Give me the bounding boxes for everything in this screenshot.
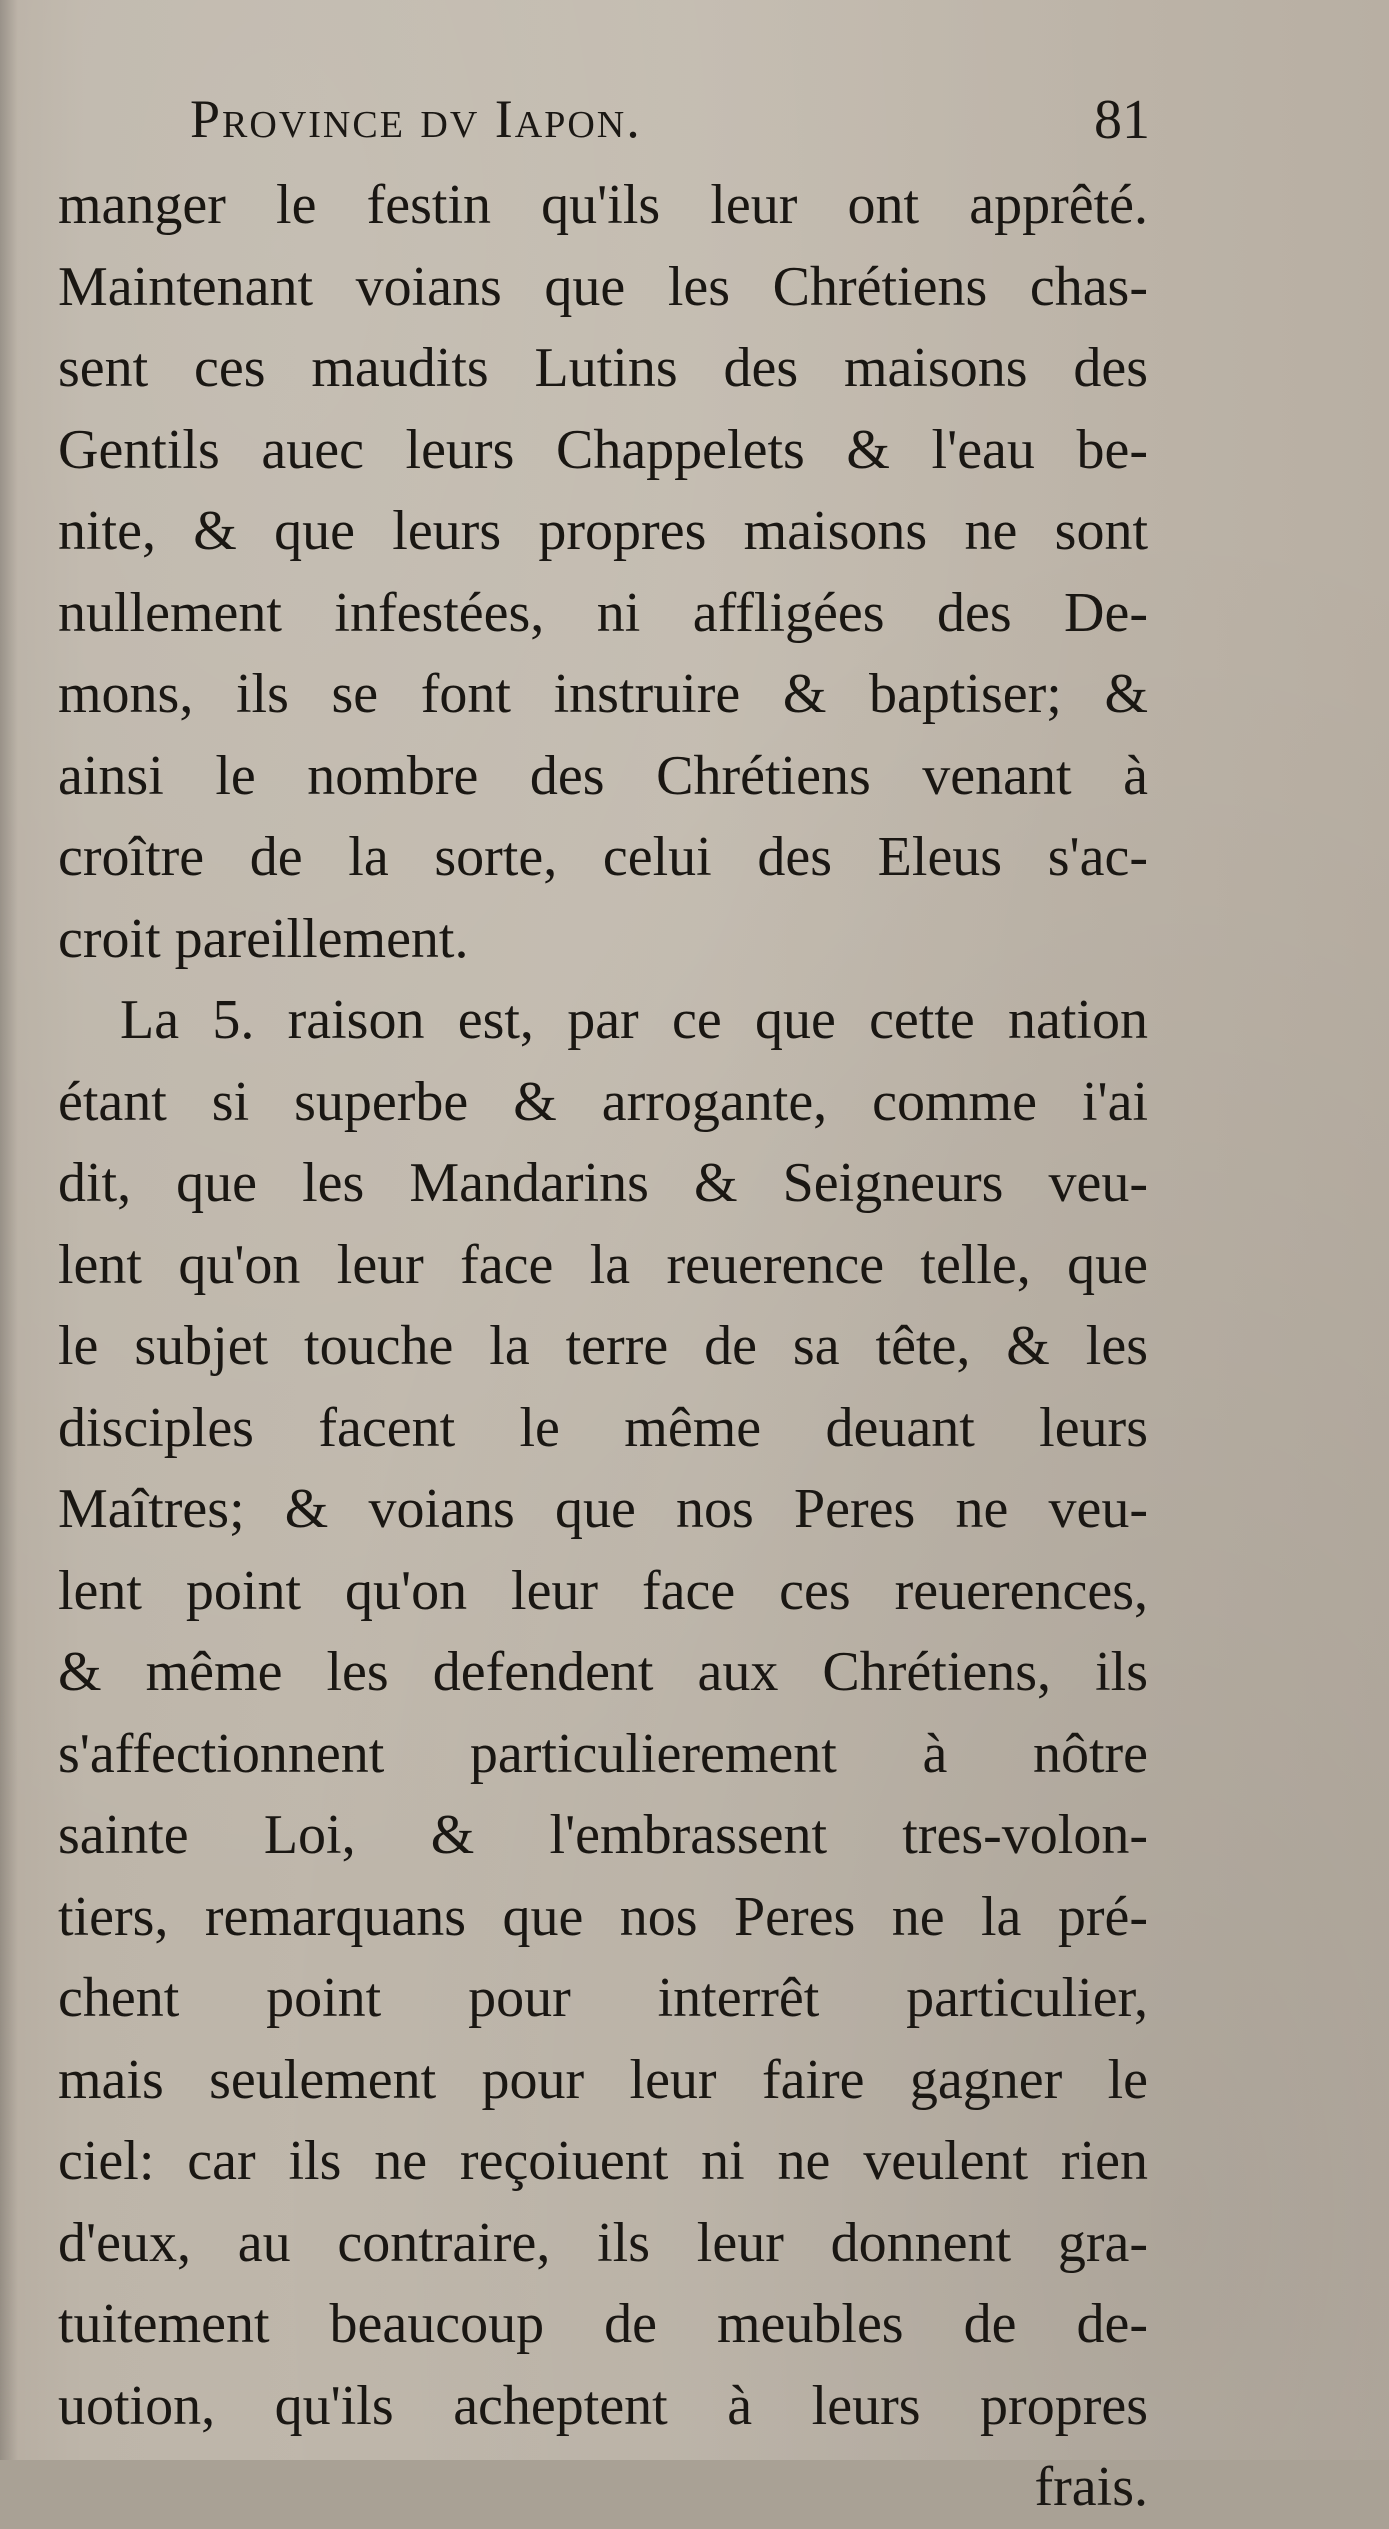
text-line: tiers, remarquans que nos Peres ne la pré- bbox=[58, 1885, 1148, 1948]
text-line: & même les defendent aux Chrétiens, ils bbox=[58, 1641, 1148, 1703]
text-line: étant si superbe & arrogante, comme i'ai bbox=[58, 1070, 1148, 1133]
text-line: chent point pour interrêt particulier, bbox=[58, 1967, 1148, 2029]
text-line: dit, que les Mandarins & Seigneurs veu- bbox=[58, 1152, 1148, 1214]
text-line: d'eux, au contraire, ils leur donnent gra- bbox=[58, 2211, 1148, 2274]
text-line: Gentils auec leurs Chappelets & l'eau be- bbox=[58, 418, 1148, 481]
text-line: croit pareillement. bbox=[58, 907, 469, 970]
text-line: ainsi le nombre des Chrétiens venant à bbox=[58, 744, 1148, 807]
text-line: Maintenant voians que les Chrétiens chas- bbox=[58, 255, 1148, 318]
text-line: mais seulement pour leur faire gagner le bbox=[58, 2048, 1148, 2111]
text-line: le subjet touche la terre de sa tête, & les bbox=[58, 1315, 1148, 1377]
text-line: disciples facent le même deuant leurs bbox=[58, 1396, 1148, 1459]
text-line: tuitement beaucoup de meubles de de- bbox=[58, 2293, 1148, 2355]
page-number: 81 bbox=[1094, 89, 1150, 151]
text-line: mons, ils se font instruire & baptiser; & bbox=[58, 663, 1148, 725]
text-line: s'affectionnent particulierement à nôtre bbox=[58, 1722, 1148, 1785]
text-line: Maîtres; & voians que nos Peres ne veu- bbox=[58, 1478, 1148, 1540]
text-line: sent ces maudits Lutins des maisons des bbox=[58, 337, 1148, 399]
text-line: sainte Loi, & l'embrassent tres-volon- bbox=[58, 1804, 1148, 1866]
text-line: uotion, qu'ils acheptent à leurs propres bbox=[58, 2374, 1148, 2437]
body-text bbox=[58, 165, 1148, 2529]
running-head bbox=[190, 88, 1150, 158]
text-line: nullement infestées, ni affligées des De- bbox=[58, 581, 1148, 644]
text-line: nite, & que leurs propres maisons ne sont bbox=[58, 500, 1148, 562]
text-line: ciel: car ils ne reçoiuent ni ne veulent rien bbox=[58, 2130, 1148, 2192]
final-line: frais. bbox=[1034, 2456, 1148, 2518]
paragraph-start-line: La 5. raison est, par ce que cette nation bbox=[120, 989, 1148, 1051]
running-head-title: Province dv Iapon. bbox=[190, 89, 642, 149]
text-line: croître de la sorte, celui des Eleus s'ac- bbox=[58, 826, 1148, 888]
page-gutter-shadow bbox=[0, 0, 18, 2460]
text-line: manger le festin qu'ils leur ont apprêté. bbox=[58, 174, 1148, 236]
text-line: lent point qu'on leur face ces reuerences, bbox=[58, 1559, 1148, 1622]
text-line: lent qu'on leur face la reuerence telle, que bbox=[58, 1233, 1148, 1296]
